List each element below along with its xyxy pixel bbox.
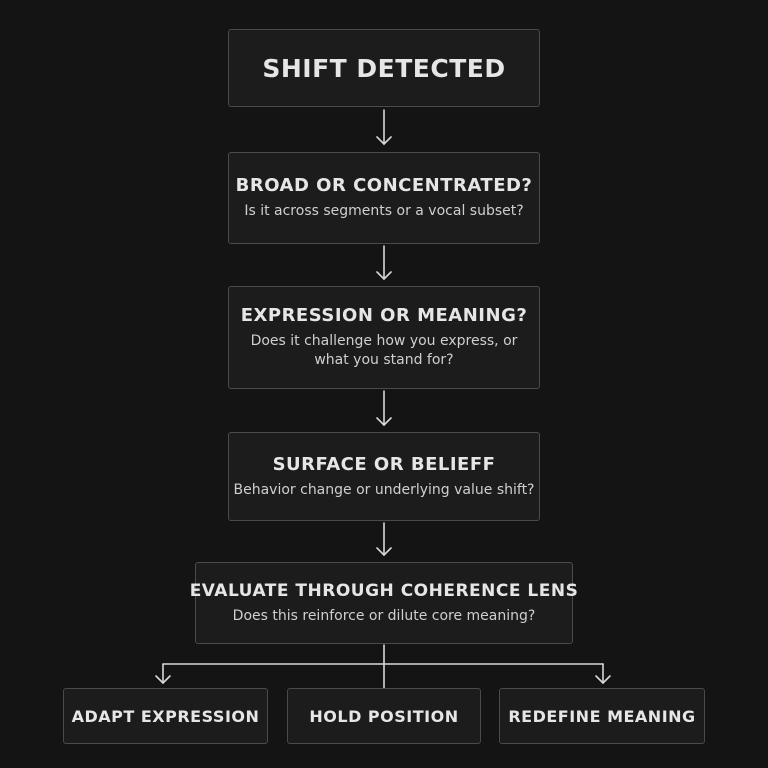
redefine-meaning-box (499, 688, 705, 744)
shift-detected-title: SHIFT DETECTED (262, 53, 506, 83)
evaluate-coherence-box (189, 562, 579, 644)
surface-or-belief-box (228, 432, 540, 521)
broad-or-concentrated-subtitle: Is it across segments or a vocal subset? (244, 203, 524, 219)
broad-or-concentrated-box (228, 152, 540, 244)
arrow-shift-to-broad (377, 110, 391, 144)
expression-or-meaning-box (228, 286, 540, 389)
adapt-expression-title: ADAPT EXPRESSION (71, 706, 260, 726)
evaluate-coherence-title: EVALUATE THROUGH COHERENCE LENS (189, 580, 579, 601)
surface-or-belief-subtitle: Behavior change or underlying value shift? (233, 481, 535, 498)
hold-position-box (287, 688, 481, 744)
redefine-meaning-title: REDEFINE MEANING (508, 706, 696, 726)
branch-connector (156, 645, 610, 688)
broad-or-concentrated-title: BROAD OR CONCENTRATED? (235, 175, 533, 196)
expression-or-meaning-title: EXPRESSION OR MEANING? (240, 305, 528, 326)
arrow-surface-to-evaluate (377, 523, 391, 555)
hold-position-title: HOLD POSITION (309, 706, 459, 726)
shift-detected-box (228, 29, 540, 107)
surface-or-belief-title: SURFACE OR BELIEFF (272, 453, 496, 475)
evaluate-coherence-subtitle: Does this reinforce or dilute core meaning? (232, 607, 536, 624)
arrow-expression-to-surface (377, 391, 391, 425)
adapt-expression-box (63, 688, 268, 744)
expression-or-meaning-subtitle: Does it challenge how you express, or what you stand for? (250, 333, 518, 368)
arrow-broad-to-expression (377, 246, 391, 279)
